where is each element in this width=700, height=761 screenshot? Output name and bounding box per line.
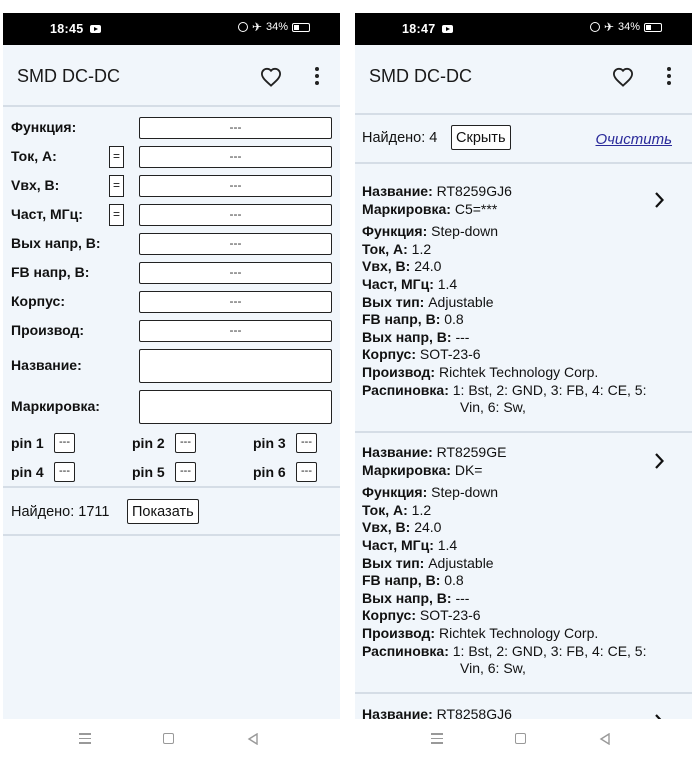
pin-select[interactable]: --- [296,433,317,453]
result-name: Название: RT8259GJ6 [362,183,512,199]
result-vout: Вых напр, В: --- [362,328,470,345]
filter-label: Производ: [11,322,85,338]
pin-label: pin 5 [132,464,165,480]
pin-select[interactable]: --- [175,433,196,453]
filter-select[interactable]: --- [139,204,332,226]
system-nav-bar [3,726,340,756]
recent-apps-icon[interactable] [431,733,443,745]
hide-button[interactable]: Скрыть [451,125,511,150]
filter-label: Ток, А: [11,148,57,164]
filter-select[interactable]: --- [139,291,332,313]
divider [355,692,692,694]
pin-filter [11,432,91,454]
result-pinout: Распиновка: 1: Bst, 2: GND, 3: FB, 4: CE, 5: [362,381,647,398]
heart-icon[interactable] [260,67,282,87]
status-time: 18:47 [402,22,436,36]
airplane-mode-icon: ✈ [251,20,262,34]
pin-select[interactable]: --- [54,433,75,453]
pin-filter [132,461,212,483]
result-fb-voltage: FB напр, В: 0.8 [362,311,464,328]
pin-select[interactable]: --- [54,462,75,482]
filter-row [11,204,333,226]
filter-label: Функция: [11,119,77,135]
result-name: Название: RT8259GE [362,444,507,460]
status-icons [238,21,310,33]
battery-percent: 34% [617,21,640,33]
filter-label: Част, МГц: [11,206,83,222]
battery-level [294,25,299,30]
more-vert-icon[interactable] [314,67,320,85]
filter-row [11,175,333,197]
divider [355,162,692,164]
result-vin: Vвх, В: 24.0 [362,258,442,275]
result-output-type: Вых тип: Adjustable [362,293,494,310]
heart-icon[interactable] [612,67,634,87]
youtube-notification-icon [90,25,101,33]
filter-row [11,349,333,371]
found-count: Найдено: 4 [362,130,438,146]
result-current: Ток, А: 1.2 [362,240,432,257]
home-icon[interactable] [163,733,174,744]
result-manufacturer: Производ: Richtek Technology Corp. [362,363,599,380]
battery-level [646,25,651,30]
divider [355,113,692,115]
filter-row [11,262,333,284]
divider [355,431,692,433]
result-function: Функция: Step-down [362,484,499,501]
back-icon[interactable] [247,733,259,745]
result-name: Название: RT8258GJ6 [362,706,512,719]
result-function: Функция: Step-down [362,223,499,240]
battery-percent: 34% [265,21,288,33]
result-card[interactable] [355,444,692,678]
chevron-right-icon[interactable] [654,453,664,469]
screen-search-form [3,13,340,719]
filter-select[interactable]: --- [139,175,332,197]
result-vout: Вых напр, В: --- [362,589,470,606]
chevron-right-icon[interactable] [654,714,664,719]
battery-icon [644,23,662,32]
found-count: Найдено: 1711 [11,504,110,520]
comparison-operator-button[interactable]: = [109,175,124,197]
filter-label: Vвх, В: [11,177,60,193]
pin-filter [253,461,333,483]
filter-select[interactable]: --- [139,320,332,342]
result-marking: Маркировка: DK= [362,461,483,478]
system-nav-bar [355,726,692,756]
comparison-operator-button[interactable]: = [109,204,124,226]
pin-label: pin 4 [11,464,44,480]
pin-label: pin 3 [253,435,286,451]
pin-filter [132,432,212,454]
app-bar [355,45,692,105]
filter-label: Название: [11,357,82,373]
clear-link[interactable]: Очистить [595,131,672,148]
result-vin: Vвх, В: 24.0 [362,519,442,536]
result-card[interactable] [355,706,692,719]
result-package: Корпус: SOT-23-6 [362,346,481,363]
chevron-right-icon[interactable] [654,192,664,208]
result-fb-voltage: FB напр, В: 0.8 [362,572,464,589]
pin-select[interactable]: --- [175,462,196,482]
pin-select[interactable]: --- [296,462,317,482]
result-manufacturer: Производ: Richtek Technology Corp. [362,624,599,641]
result-card[interactable] [355,183,692,417]
result-pinout-cont: Vin, 6: Sw, [460,399,526,416]
text-input[interactable] [139,349,332,383]
result-pinout: Распиновка: 1: Bst, 2: GND, 3: FB, 4: CE, 5: [362,642,647,659]
result-frequency: Част, МГц: 1.4 [362,536,458,553]
result-frequency: Част, МГц: 1.4 [362,275,458,292]
battery-icon [292,23,310,32]
recent-apps-icon[interactable] [79,733,91,745]
filter-row [11,291,333,313]
result-package: Корпус: SOT-23-6 [362,607,481,624]
filter-label: Вых напр, В: [11,235,101,251]
youtube-notification-icon [442,25,453,33]
status-time: 18:45 [50,22,84,36]
text-input[interactable] [139,390,332,424]
pin-filter [11,461,91,483]
filter-label: Маркировка: [11,398,100,414]
filter-row [11,390,333,412]
show-button[interactable]: Показать [127,499,199,524]
home-icon[interactable] [515,733,526,744]
filter-select[interactable]: --- [139,146,332,168]
pin-label: pin 6 [253,464,286,480]
back-icon[interactable] [599,733,611,745]
divider [3,534,340,536]
filter-label: FB напр, В: [11,264,90,280]
filter-row [11,320,333,342]
divider [3,105,340,107]
pin-label: pin 1 [11,435,44,451]
status-icons [590,21,662,33]
app-bar [3,45,340,105]
comparison-operator-button[interactable]: = [109,146,124,168]
screen-results [355,13,692,719]
result-current: Ток, А: 1.2 [362,501,432,518]
filter-select[interactable]: --- [139,117,332,139]
status-bar [3,13,340,45]
filter-select[interactable]: --- [139,233,332,255]
filter-row [11,233,333,255]
divider [3,486,340,488]
status-bar [355,13,692,45]
app-title: SMD DC-DC [369,66,472,86]
filter-select[interactable]: --- [139,262,332,284]
app-title: SMD DC-DC [17,66,120,86]
filter-row [11,146,333,168]
result-marking: Маркировка: C5=*** [362,200,498,217]
filter-label: Корпус: [11,293,65,309]
alarm-icon [590,22,600,32]
airplane-mode-icon: ✈ [603,20,614,34]
result-pinout-cont: Vin, 6: Sw, [460,660,526,677]
more-vert-icon[interactable] [666,67,672,85]
result-output-type: Вых тип: Adjustable [362,554,494,571]
pin-filter [253,432,333,454]
pin-label: pin 2 [132,435,165,451]
filter-row [11,117,333,139]
alarm-icon [238,22,248,32]
